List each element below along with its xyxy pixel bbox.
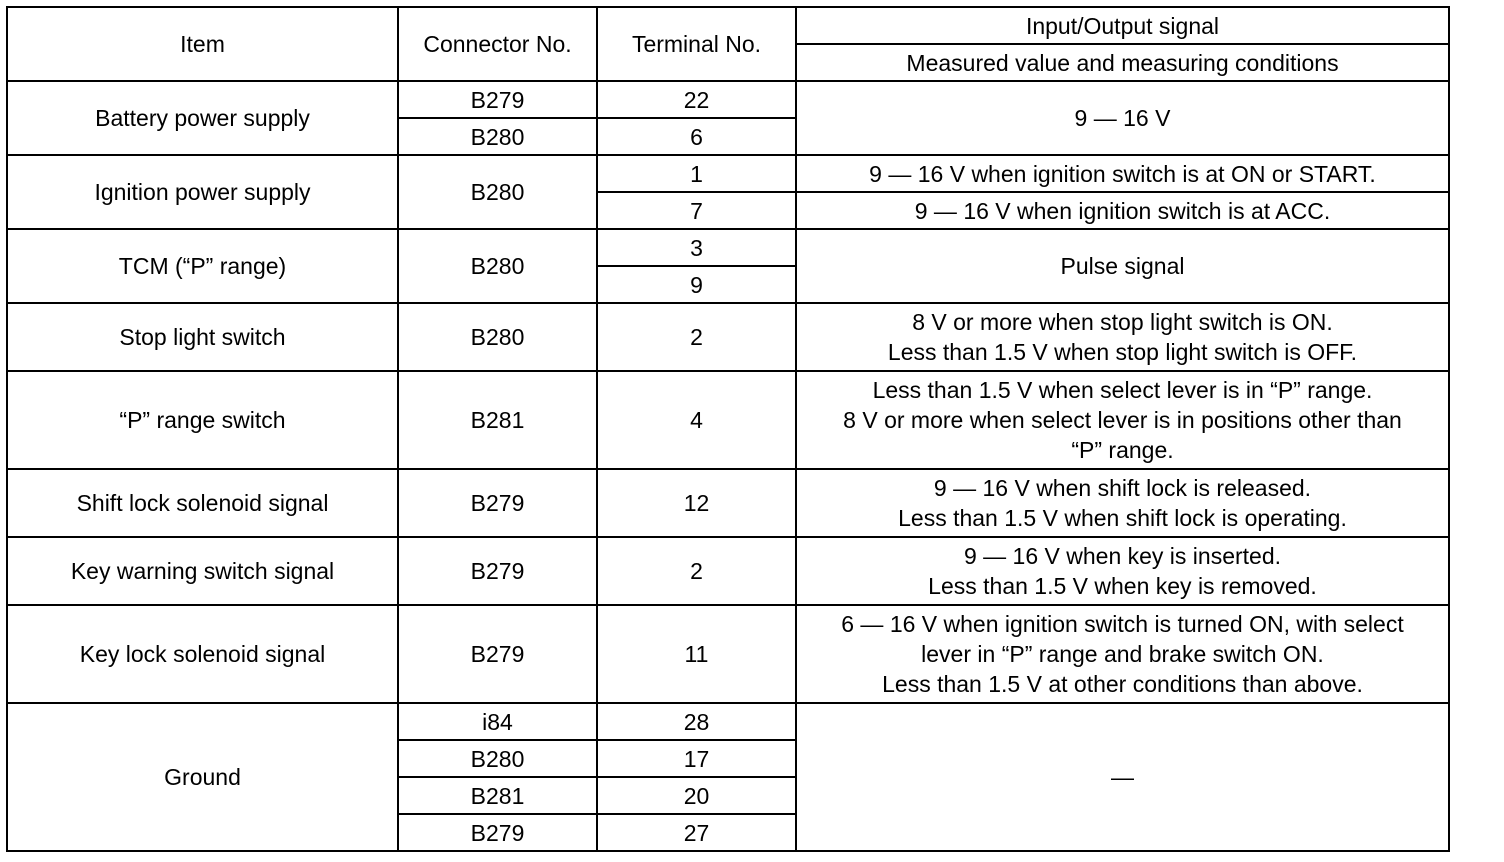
connector-cell: B280 — [398, 229, 597, 303]
connector-cell: B279 — [398, 469, 597, 537]
value-line: Less than 1.5 V when shift lock is operating. — [898, 505, 1347, 531]
terminal-cell: 27 — [597, 814, 796, 851]
table-row — [7, 81, 1449, 118]
value-cell — [796, 303, 1449, 371]
connector-cell: B279 — [398, 605, 597, 703]
terminal-cell: 17 — [597, 740, 796, 777]
connector-cell: B280 — [398, 118, 597, 155]
connector-cell: B279 — [398, 81, 597, 118]
connector-cell: B281 — [398, 371, 597, 469]
header-terminal: Terminal No. — [597, 7, 796, 81]
value-cell — [796, 537, 1449, 605]
connector-cell: B279 — [398, 537, 597, 605]
table-row — [7, 469, 1449, 537]
table-row — [7, 605, 1449, 703]
header-connector: Connector No. — [398, 7, 597, 81]
value-cell: 9 — 16 V when ignition switch is at ON or START. — [796, 155, 1449, 192]
value-line: 9 — 16 V when shift lock is released. — [933, 475, 1312, 501]
item-cell: Shift lock solenoid signal — [7, 469, 398, 537]
terminal-cell: 3 — [597, 229, 796, 266]
table-row — [7, 155, 1449, 192]
item-cell: Ignition power supply — [7, 155, 398, 229]
header-row — [7, 7, 1449, 44]
connector-cell: B279 — [398, 814, 597, 851]
value-line: 9 — 16 V when key is inserted. — [963, 543, 1282, 569]
item-cell: Key warning switch signal — [7, 537, 398, 605]
terminal-cell: 6 — [597, 118, 796, 155]
value-line: 8 V or more when select lever is in positions other than — [843, 407, 1402, 433]
header-io-signal: Input/Output signal — [796, 7, 1449, 44]
terminal-cell: 22 — [597, 81, 796, 118]
connector-cell: i84 — [398, 703, 597, 740]
terminal-cell: 2 — [597, 537, 796, 605]
value-line: lever in “P” range and brake switch ON. — [921, 641, 1324, 667]
value-line: 8 V or more when stop light switch is ON. — [912, 309, 1333, 335]
value-line: Less than 1.5 V at other conditions than above. — [882, 671, 1363, 697]
terminal-cell: 9 — [597, 266, 796, 303]
connector-cell: B280 — [398, 303, 597, 371]
terminal-cell: 11 — [597, 605, 796, 703]
value-cell: 9 — 16 V when ignition switch is at ACC. — [796, 192, 1449, 229]
value-line: 6 — 16 V when ignition switch is turned ON, with select — [841, 611, 1404, 637]
value-cell — [796, 605, 1449, 703]
table-row — [7, 703, 1449, 740]
terminal-cell: 20 — [597, 777, 796, 814]
terminal-cell: 28 — [597, 703, 796, 740]
value-cell: Pulse signal — [796, 229, 1449, 303]
table-row — [7, 229, 1449, 266]
item-cell: “P” range switch — [7, 371, 398, 469]
item-cell: Stop light switch — [7, 303, 398, 371]
value-line: Less than 1.5 V when key is removed. — [928, 573, 1317, 599]
terminal-cell: 12 — [597, 469, 796, 537]
header-item: Item — [7, 7, 398, 81]
value-cell: 9 — 16 V — [796, 81, 1449, 155]
value-line: Less than 1.5 V when select lever is in “P” range. — [872, 377, 1373, 403]
terminal-cell: 2 — [597, 303, 796, 371]
connector-cell: B280 — [398, 740, 597, 777]
table-row — [7, 537, 1449, 605]
terminal-cell: 4 — [597, 371, 796, 469]
terminal-cell: 1 — [597, 155, 796, 192]
item-cell: Ground — [7, 703, 398, 851]
value-cell — [796, 371, 1449, 469]
table-row — [7, 303, 1449, 371]
item-cell: Battery power supply — [7, 81, 398, 155]
value-cell — [796, 469, 1449, 537]
terminal-cell: 7 — [597, 192, 796, 229]
value-line: “P” range. — [1071, 437, 1174, 463]
connector-cell: B280 — [398, 155, 597, 229]
value-cell: — — [796, 703, 1449, 851]
connector-cell: B281 — [398, 777, 597, 814]
item-cell: TCM (“P” range) — [7, 229, 398, 303]
io-signal-table — [6, 6, 1450, 852]
item-cell: Key lock solenoid signal — [7, 605, 398, 703]
value-line: Less than 1.5 V when stop light switch is OFF. — [887, 339, 1358, 365]
header-measured: Measured value and measuring conditions — [796, 44, 1449, 81]
table-row — [7, 371, 1449, 469]
